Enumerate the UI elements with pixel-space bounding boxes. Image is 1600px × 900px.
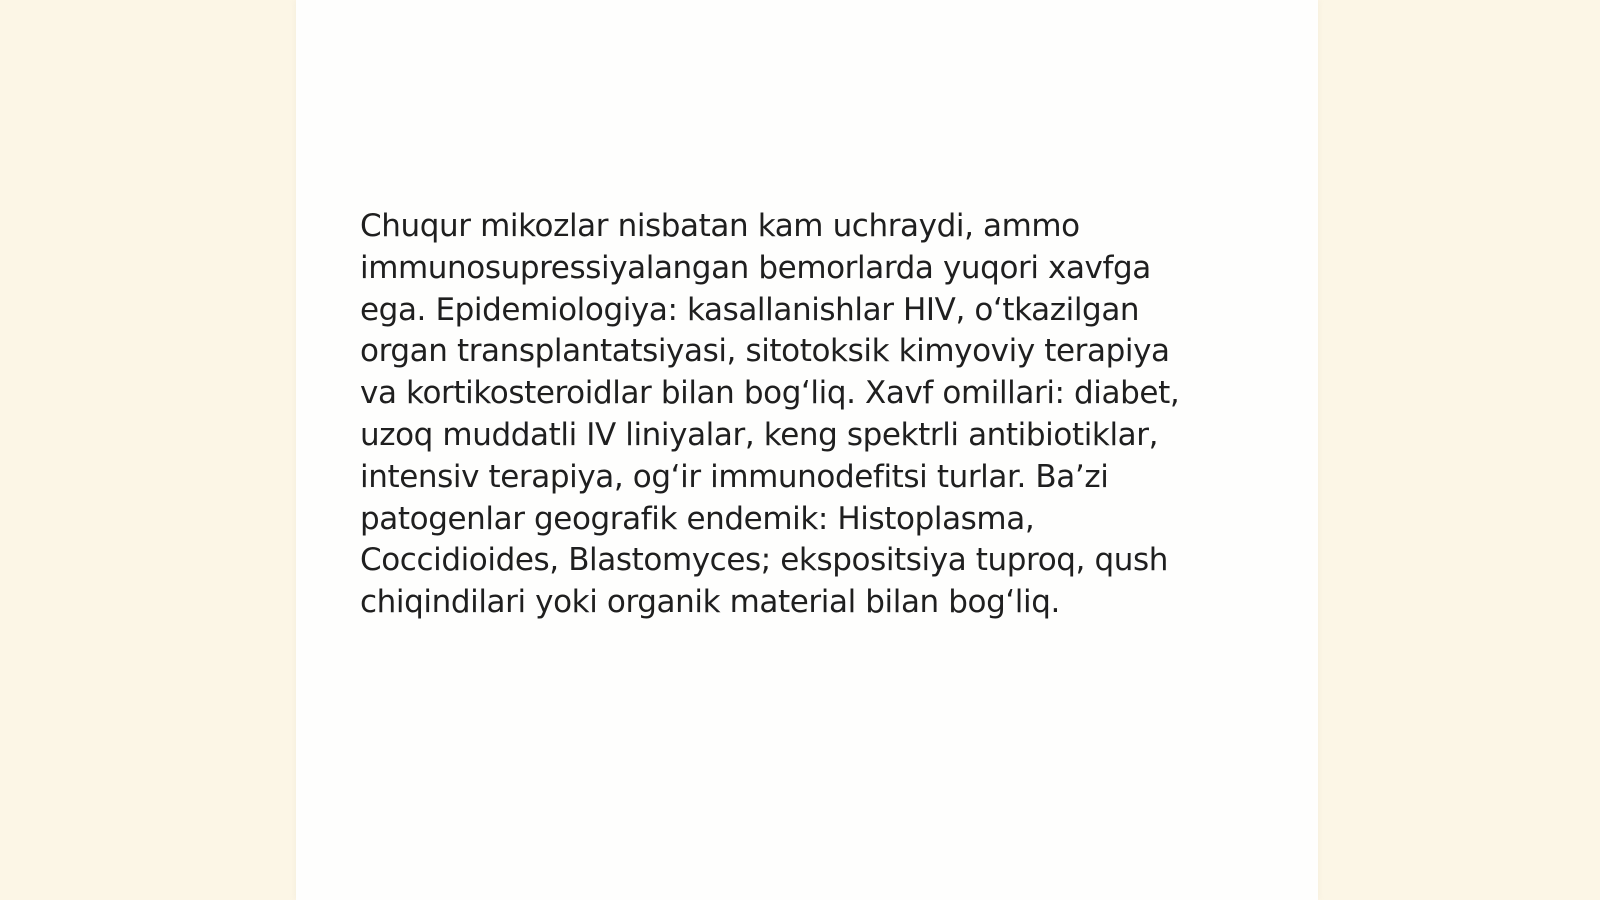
text-line: chiqindilari yoki organik material bilan bog‘liq.: [360, 584, 1060, 621]
left-margin-background: [0, 0, 296, 900]
text-line: uzoq muddatli IV liniyalar, keng spektrli antibiotiklar,: [360, 416, 1159, 453]
body-paragraph: [360, 206, 1260, 624]
text-line: organ transplantatsiyasi, sitotoksik kimyoviy terapiya: [360, 333, 1170, 370]
document-page: [296, 0, 1318, 900]
right-margin-background: [1318, 0, 1600, 900]
text-line: va kortikosteroidlar bilan bog‘liq. Xavf omillari: diabet,: [360, 375, 1180, 412]
text-line: ega. Epidemiologiya: kasallanishlar HIV, o‘tkazilgan: [360, 291, 1140, 328]
text-line: Chuqur mikozlar nisbatan kam uchraydi, ammo: [360, 208, 1080, 244]
text-line: patogenlar geografik endemik: Histoplasma,: [360, 500, 1035, 537]
text-line: immunosupressiyalangan bemorlarda yuqori xavfga: [360, 249, 1151, 286]
text-line: Coccidioides, Blastomyces; ekspositsiya tuproq, qush: [360, 542, 1168, 579]
text-line: intensiv terapiya, og‘ir immunodefitsi turlar. Ba’zi: [360, 458, 1109, 495]
